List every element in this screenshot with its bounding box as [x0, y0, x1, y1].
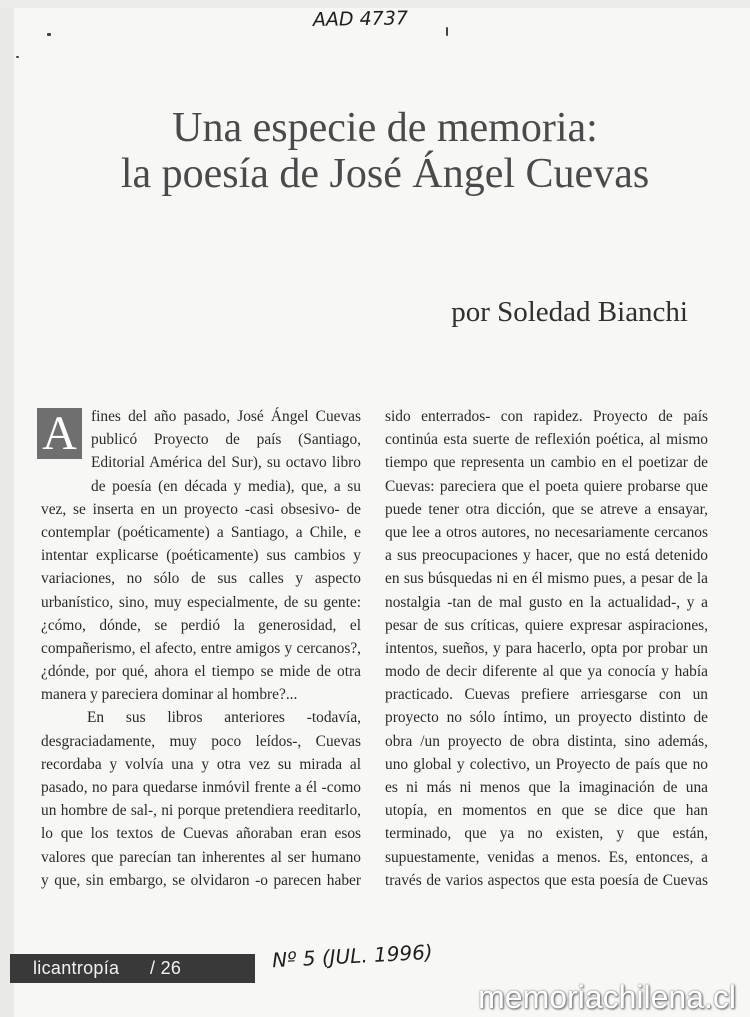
text-line: continúa esta suerte de reflexión poética, al mismo	[385, 431, 708, 449]
text-line: que lee a otros autores, no necesariamente cercanos	[385, 523, 708, 541]
text-line: compañerismo, el afecto, entre amigos y cercanos?,	[41, 639, 361, 657]
text-line: puede tener otra dicción, que se atreve a ensayar,	[385, 500, 708, 518]
footer-separator: /	[149, 958, 156, 978]
text-line: recordaba y volvía una y otra vez su mirada al	[41, 755, 361, 773]
text-line: Editorial América del Sur), su octavo libro	[91, 454, 361, 472]
scan-speck	[446, 27, 448, 36]
text-line: un hombre de sal-, ni porque pretendiera reeditarlo,	[41, 802, 361, 820]
text-line: pesar de sus críticas, quiere expresar aspiraciones,	[385, 616, 708, 634]
text-line: practicado. Cuevas prefiere arriesgarse con un	[385, 686, 708, 704]
text-line: intentar explicarse (poéticamente) sus cambios y	[41, 547, 361, 565]
page-edge	[0, 0, 14, 1017]
text-line: lo que los textos de Cuevas añoraban eran esos	[41, 825, 361, 843]
title-line-2: la poesía de José Ángel Cuevas	[120, 151, 650, 197]
text-line: contemplar (poéticamente) a Santiago, a Chile, e	[41, 523, 361, 541]
text-line: vez, se inserta en un proyecto -casi obsesivo- de	[41, 500, 361, 518]
text-line: nostalgia -tan de mal gusto en la actualidad-, y a	[385, 593, 708, 611]
text-line: fines del año pasado, José Ángel Cuevas	[91, 408, 361, 425]
text-line: uno global y colectivo, un Proyecto de país que no	[385, 755, 708, 773]
scan-speck	[16, 56, 19, 58]
handwritten-issue-note: Nº 5 (JUL. 1996)	[271, 939, 434, 973]
watermark: memoriachilena.cl	[478, 979, 736, 1015]
text-line: supuestamente, venidas a menos. Es, entonces, a	[385, 848, 708, 866]
text-line: ¿cómo, dónde, se perdió la generosidad, el	[41, 616, 361, 634]
text-line: utopía, en momentos en que se dice que han	[385, 802, 708, 820]
footer-magazine-page	[33, 958, 181, 979]
text-line: terminado, que ya no existen, y que están,	[385, 825, 708, 843]
article-title	[90, 105, 680, 197]
text-line: desgraciadamente, muy poco leídos-, Cuevas	[41, 732, 361, 750]
text-line: de poesía (en década y media), que, a su	[91, 477, 361, 495]
text-line: Cuevas: pareciera que el poeta quiere probarse que	[385, 477, 708, 495]
handwritten-catalog-number: AAD 4737	[312, 7, 409, 31]
text-line: en sus búsquedas ni en él mismo pues, a pesar de la	[385, 570, 708, 588]
text-line: valores que parecían tan inherentes al ser humano	[41, 848, 361, 866]
text-line: ¿dónde, por qué, ahora el tiempo se mide de otra	[41, 663, 361, 681]
magazine-name: licantropía	[33, 958, 120, 978]
text-line: sido enterrados- con rapidez. Proyecto de país	[385, 408, 708, 425]
text-line: través de varios aspectos que esta poesía de Cuevas	[385, 871, 708, 889]
page-edge-top	[0, 0, 750, 8]
text-line: variaciones, no sólo de sus calles y aspecto	[41, 570, 361, 588]
text-line: urbanístico, sino, muy especialmente, de su gente:	[41, 593, 361, 611]
text-line: publicó Proyecto de país (Santiago,	[91, 431, 361, 449]
text-line: es ni más ni menos que la imaginación de una	[385, 779, 708, 796]
text-line: En sus libros anteriores -todavía,	[87, 709, 361, 727]
body-column-right	[385, 405, 708, 892]
text-line: y que, sin embargo, se olvidaron -o parecen haber	[41, 871, 361, 889]
text-line: tiempo que representa un cambio en el poetizar de	[385, 454, 708, 472]
text-line: proyecto no sólo íntimo, un proyecto distinto de	[385, 709, 708, 727]
author-byline: por Soledad Bianchi	[451, 296, 688, 328]
page-number: 26	[160, 958, 182, 978]
text-line: manera y pareciera dominar al hombre?...	[41, 686, 298, 704]
body-column-left	[41, 405, 361, 892]
title-line-1: Una especie de memoria:	[172, 105, 598, 151]
text-line: obra /un proyecto de obra distinta, sino además,	[385, 732, 708, 750]
text-line: modo de decir diferente al que ya conocía y había	[385, 663, 708, 681]
drop-cap: A	[37, 408, 82, 459]
text-line: a sus preocupaciones y hacer, que no está detenido	[385, 547, 708, 565]
scan-speck	[47, 33, 51, 36]
text-line: intentos, sueños, y para hacerlo, opta por probar un	[385, 639, 708, 657]
text-line: pasado, no para quedarse inmóvil frente a él -como	[41, 779, 361, 796]
